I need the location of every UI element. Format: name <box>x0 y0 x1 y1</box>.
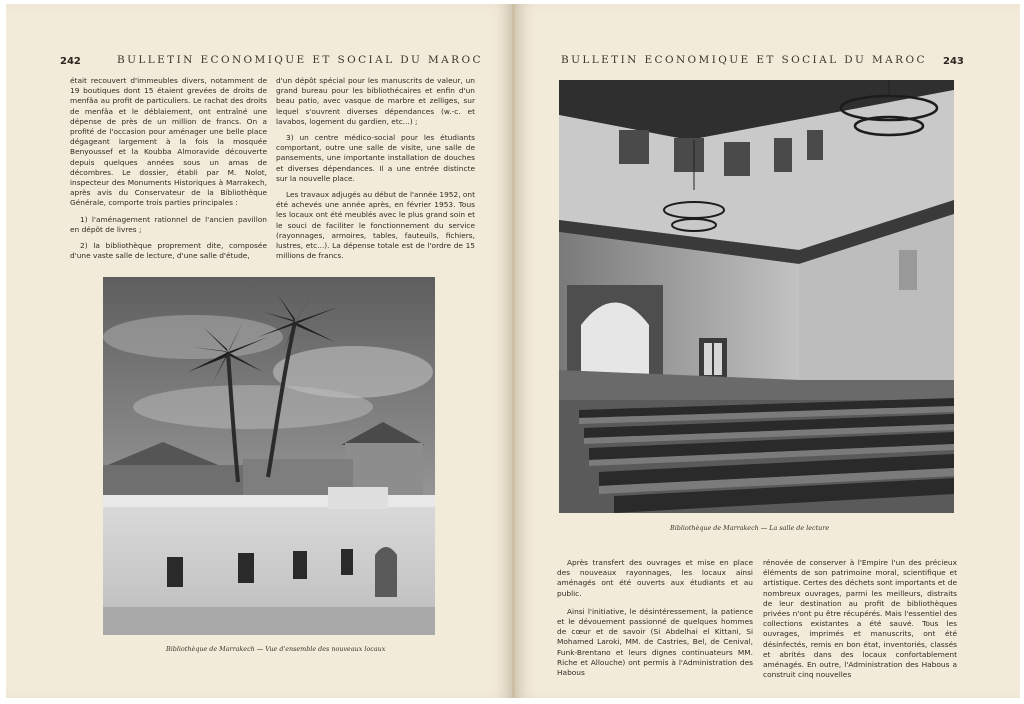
photo-library-exterior <box>103 277 435 635</box>
right-column-2 <box>763 558 957 686</box>
paragraph: Ainsi l'initiative, le désintéressement, la patience et le dévouement passionné de quelques hommes de cœur et de savoir (Si Abdelhai el Kittani, Si Mohamed Laroki, MM. de Castries, Bel, de Cenival, Funk-Brentano et leurs dignes continuateurs MM. Riche et Allouche) ont permis à l'Administration des Habous <box>557 606 753 678</box>
book-spread <box>6 4 1020 698</box>
right-page <box>515 4 1020 698</box>
photo-caption-right: Bibliothèque de Marrakech — La salle de lecture <box>670 524 830 532</box>
photo-reading-room <box>559 80 954 513</box>
paragraph: 3) un centre médico-social pour les étudiants comportant, outre une salle de visite, une salle de pansements, une importante installation de douches et diverses dépendances. Il a une entrée distincte sur la nouvelle place. <box>276 133 475 183</box>
paragraph: rénovée de conserver à l'Empire l'un des précieux éléments de son patrimoine moral, scientifique et artistique. Certes des déchets sont importants et de nombreux ouvrages, parmi les meilleurs, distraits de leur destination au profit de bibliothèques privées n'ont pu être récupérés. Mais l'essentiel des collections existantes a été sauvé. Tous les ouvrages, imprimés et manuscrits, ont été désinfectés, remis en bon état, inventoriés, classés et abrités dans des locaux confortablement aménagés. En outre, l'Administration des Habous a construit cinq nouvelles <box>763 558 957 680</box>
page-number-right: 243 <box>943 56 964 67</box>
photo-caption-left: Bibliothèque de Marrakech — Vue d'ensemble des nouveaux locaux <box>166 645 386 653</box>
paragraph: d'un dépôt spécial pour les manuscrits de valeur, un grand bureau pour les bibliothécaires et enfin d'un beau patio, avec vasque de marbre et zelliges, sur lequel s'ouvrent diverses dépendances (w.-c. et lavabos, logement du gardien, etc...) ; <box>276 76 475 126</box>
paragraph: 1) l'aménagement rationnel de l'ancien pavillon en dépôt de livres ; <box>70 214 267 234</box>
left-column-2 <box>276 76 475 267</box>
paragraph: 2) la bibliothèque proprement dite, composée d'une vaste salle de lecture, d'une salle d'étude, <box>70 241 267 261</box>
paragraph: Les travaux adjugés au début de l'année 1952, ont été achevés une année après, en février 1953. Tous les locaux ont été meublés avec le plus grand soin et le souci de faciliter le fonctionnement du service (rayonnages, armoires, tables, fauteuils, fichiers, lustres, etc...). La dépense totale est de l'ordre de 15 millions de francs. <box>276 190 475 261</box>
right-column-1 <box>557 558 753 684</box>
page-number-left: 242 <box>60 56 81 67</box>
running-header-left: BULLETIN ECONOMIQUE ET SOCIAL DU MAROC <box>117 54 483 66</box>
paragraph: Après transfert des ouvrages et mise en place des nouveaux rayonnages, les locaux ainsi aménagés ont été ouverts aux étudiants et au public. <box>557 558 753 598</box>
left-column-1 <box>70 76 267 267</box>
left-page <box>6 4 512 698</box>
running-header-right: BULLETIN ECONOMIQUE ET SOCIAL DU MAROC <box>561 54 927 66</box>
paragraph: était recouvert d'immeubles divers, notamment de 19 boutiques dont 15 étaient grevées de droits de menfâa au profit de particuliers. Le rachat des droits de menfâa et le déblaiement, ont entraîné une dépense de près de un million de francs. On a profité de l'occasion pour aménager une belle place dégageant largement à la fois la mosquée Benyoussef et la Koubba Almoravide découverte depuis quelques années sous un amas de décombres. Le dossier, établi par M. Nolot, inspecteur des Monuments Historiques à Marrakech, après avis du Conservateur de la Bibliothèque Générale, comporte trois parties principales : <box>70 76 267 208</box>
